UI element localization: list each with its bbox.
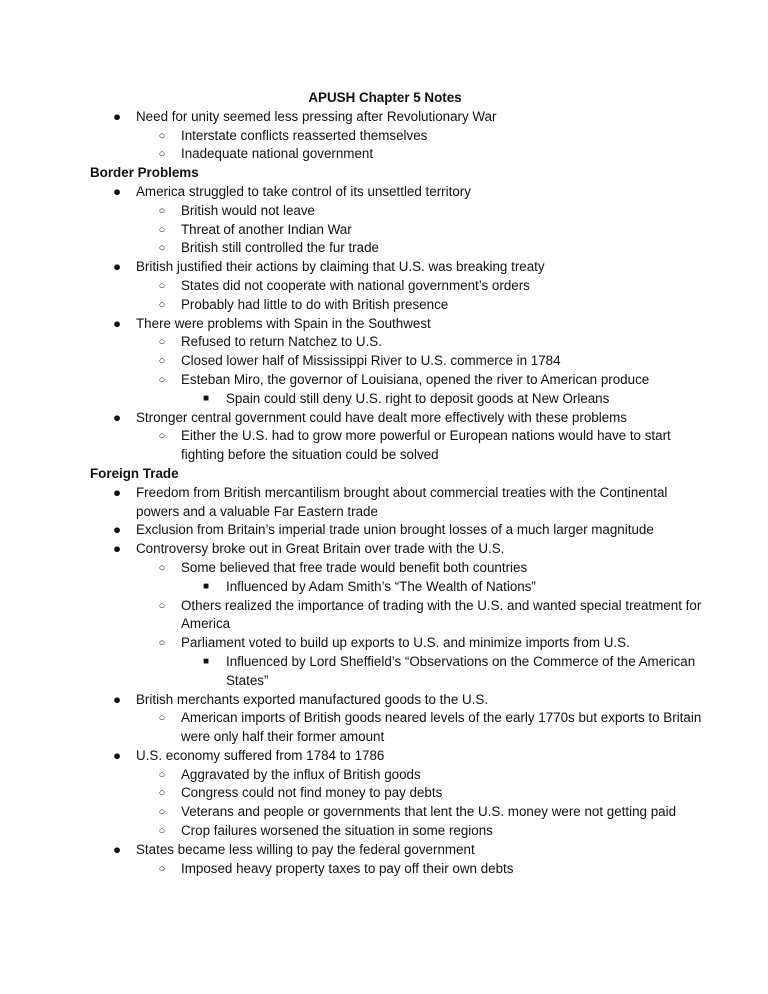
hollow-circle-bullet-icon: ○	[158, 430, 166, 443]
list-item-text: Threat of another Indian War	[181, 221, 352, 237]
list-item-level-2	[0, 597, 768, 635]
hollow-circle-bullet-icon: ○	[158, 242, 166, 255]
list-item-text: American imports of British goods neared levels of the early 1770s but exports to Britain were only half their former amount	[181, 710, 702, 745]
list-item-level-1	[0, 258, 768, 277]
page-title: APUSH Chapter 5 Notes	[308, 90, 462, 105]
list-item-level-2	[0, 277, 768, 296]
list-item-level-1	[0, 108, 768, 127]
list-item-level-1	[0, 540, 768, 559]
square-bullet-icon: ■	[202, 580, 210, 592]
list-item-text: Closed lower half of Mississippi River to U.S. commerce in 1784	[181, 353, 561, 369]
list-item-text: British still controlled the fur trade	[181, 240, 379, 256]
list-item-text: Stronger central government could have dealt more effectively with these problems	[136, 409, 628, 425]
list-item-level-1	[0, 521, 768, 540]
hollow-circle-bullet-icon: ○	[158, 806, 166, 819]
list-item-text: Veterans and people or governments that lent the U.S. money were not getting paid	[181, 804, 677, 820]
hollow-circle-bullet-icon: ○	[158, 204, 166, 217]
hollow-circle-bullet-icon: ○	[158, 862, 166, 875]
filled-circle-bullet-icon: ●	[112, 315, 122, 331]
filled-circle-bullet-icon: ●	[112, 108, 122, 124]
list-item-level-1	[0, 484, 768, 522]
list-item-text: Either the U.S. had to grow more powerful or European nations would have to start fighting before the situation could be solved	[181, 428, 671, 463]
list-item-level-2	[0, 239, 768, 258]
list-item-text: Crop failures worsened the situation in some regions	[181, 823, 493, 839]
list-item-text: States did not cooperate with national government’s orders	[181, 277, 530, 293]
hollow-circle-bullet-icon: ○	[158, 599, 166, 612]
list-item-level-2	[0, 202, 768, 221]
list-item-text: Imposed heavy property taxes to pay off their own debts	[181, 860, 514, 876]
list-item-level-1	[0, 315, 768, 334]
section-heading: Border Problems	[90, 165, 199, 181]
list-item-level-3	[0, 390, 768, 409]
list-item-level-2	[0, 371, 768, 390]
list-item-level-2	[0, 352, 768, 371]
filled-circle-bullet-icon: ●	[112, 747, 122, 763]
list-item-level-1	[0, 747, 768, 766]
hollow-circle-bullet-icon: ○	[158, 825, 166, 838]
section-heading: Foreign Trade	[90, 465, 179, 481]
filled-circle-bullet-icon: ●	[112, 259, 122, 275]
list-item-text: Congress could not find money to pay debts	[181, 785, 443, 801]
list-item-level-2	[0, 709, 768, 747]
list-item-text: U.S. economy suffered from 1784 to 1786	[136, 747, 385, 763]
hollow-circle-bullet-icon: ○	[158, 355, 166, 368]
notes-document	[0, 89, 768, 878]
list-item-text: States became less willing to pay the federal government	[136, 841, 475, 857]
list-item-text: British justified their actions by claiming that U.S. was breaking treaty	[136, 259, 545, 275]
list-item-text: Probably had little to do with British presence	[181, 296, 449, 312]
hollow-circle-bullet-icon: ○	[158, 712, 166, 725]
list-item-level-1	[0, 691, 768, 710]
list-item-text: Others realized the importance of trading with the U.S. and wanted special treatment for America	[181, 597, 702, 632]
list-item-text: Inadequate national government	[181, 146, 374, 162]
filled-circle-bullet-icon: ●	[112, 522, 122, 538]
hollow-circle-bullet-icon: ○	[158, 336, 166, 349]
hollow-circle-bullet-icon: ○	[158, 637, 166, 650]
hollow-circle-bullet-icon: ○	[158, 787, 166, 800]
list-item-text: Aggravated by the influx of British goods	[181, 766, 421, 782]
list-item-level-2	[0, 333, 768, 352]
notes-body	[0, 108, 768, 879]
list-item-level-1	[0, 183, 768, 202]
hollow-circle-bullet-icon: ○	[158, 561, 166, 574]
list-item-level-3	[0, 653, 768, 691]
filled-circle-bullet-icon: ●	[112, 691, 122, 707]
square-bullet-icon: ■	[202, 655, 210, 667]
hollow-circle-bullet-icon: ○	[158, 768, 166, 781]
list-item-level-2	[0, 427, 768, 465]
list-item-text: Freedom from British mercantilism brought about commercial treaties with the Continental powers and a valuable Far Eastern trade	[136, 484, 668, 519]
list-item-level-1	[0, 409, 768, 428]
list-item-level-1	[0, 841, 768, 860]
list-item-text: Controversy broke out in Great Britain over trade with the U.S.	[136, 541, 505, 557]
hollow-circle-bullet-icon: ○	[158, 279, 166, 292]
list-item-text: British would not leave	[181, 202, 315, 218]
list-item-level-2	[0, 766, 768, 785]
list-item-level-2	[0, 296, 768, 315]
list-item-level-2	[0, 822, 768, 841]
list-item-level-2	[0, 127, 768, 146]
list-item-text: There were problems with Spain in the Southwest	[136, 315, 431, 331]
filled-circle-bullet-icon: ●	[112, 841, 122, 857]
list-item-level-2	[0, 559, 768, 578]
filled-circle-bullet-icon: ●	[112, 183, 122, 199]
hollow-circle-bullet-icon: ○	[158, 298, 166, 311]
list-item-level-3	[0, 578, 768, 597]
list-item-text: Need for unity seemed less pressing after Revolutionary War	[136, 108, 497, 124]
list-item-text: Refused to return Natchez to U.S.	[181, 334, 382, 350]
hollow-circle-bullet-icon: ○	[158, 373, 166, 386]
list-item-text: Interstate conflicts reasserted themselves	[181, 127, 428, 143]
filled-circle-bullet-icon: ●	[112, 409, 122, 425]
hollow-circle-bullet-icon: ○	[158, 129, 166, 142]
list-item-level-2	[0, 221, 768, 240]
list-item-text: Spain could still deny U.S. right to deposit goods at New Orleans	[226, 390, 610, 406]
list-item-level-2	[0, 784, 768, 803]
list-item-text: America struggled to take control of its unsettled territory	[136, 183, 471, 199]
list-item-text: Influenced by Lord Sheffield’s “Observations on the Commerce of the American States”	[226, 653, 696, 688]
hollow-circle-bullet-icon: ○	[158, 223, 166, 236]
list-item-text: Esteban Miro, the governor of Louisiana, opened the river to American produce	[181, 371, 650, 387]
list-item-text: British merchants exported manufactured goods to the U.S.	[136, 691, 489, 707]
list-item-text: Exclusion from Britain’s imperial trade union brought losses of a much larger magnitude	[136, 522, 654, 538]
list-item-text: Parliament voted to build up exports to U.S. and minimize imports from U.S.	[181, 635, 630, 651]
list-item-text: Influenced by Adam Smith’s “The Wealth of Nations”	[226, 578, 536, 594]
hollow-circle-bullet-icon: ○	[158, 148, 166, 161]
square-bullet-icon: ■	[202, 392, 210, 404]
filled-circle-bullet-icon: ●	[112, 484, 122, 500]
list-item-level-2	[0, 803, 768, 822]
list-item-text: Some believed that free trade would benefit both countries	[181, 559, 528, 575]
filled-circle-bullet-icon: ●	[112, 541, 122, 557]
list-item-level-2	[0, 860, 768, 879]
list-item-level-2	[0, 145, 768, 164]
list-item-level-2	[0, 634, 768, 653]
